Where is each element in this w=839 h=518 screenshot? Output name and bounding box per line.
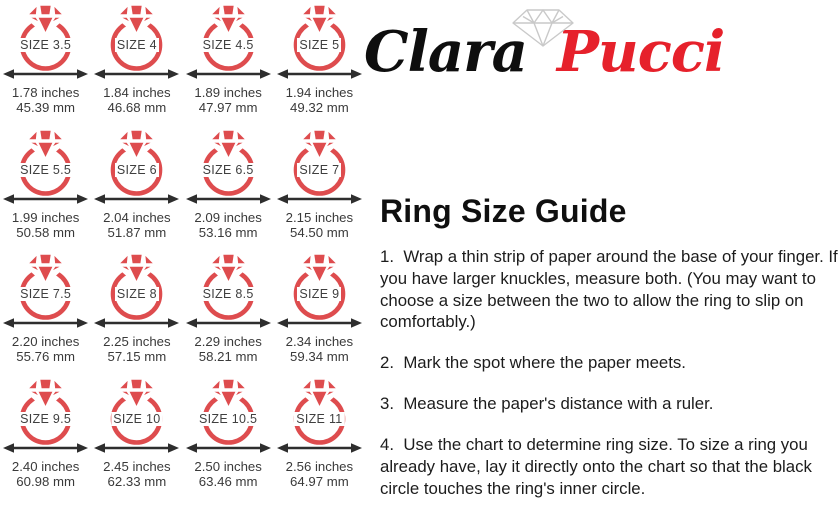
circumference-inches: 2.20 inches	[11, 334, 80, 349]
ring-size-cell	[183, 253, 274, 378]
ring-size-cell	[0, 253, 91, 378]
diamond-gem-icon	[208, 4, 248, 36]
circumference-inches: 2.25 inches	[103, 334, 171, 349]
instruction-item: 4. Use the chart to determine ring size. To size a ring you already have, lay it directly onto the chart so that the black circle touches the ring's inner circle.	[380, 434, 812, 498]
ring-size-label: SIZE 5	[299, 38, 340, 52]
circumference-inches: 1.78 inches	[11, 85, 80, 100]
ring-size-label: SIZE 7.5	[20, 287, 72, 301]
circumference-inches: 2.56 inches	[285, 458, 354, 474]
brand-name-clara: Clara	[364, 19, 527, 85]
circumference-inches: 1.84 inches	[103, 85, 171, 100]
ring-size-label: SIZE 9	[299, 287, 340, 301]
ring-size-cell	[91, 4, 182, 129]
diamond-outline-icon	[512, 8, 574, 48]
ring-size-label: SIZE 8.5	[202, 287, 254, 301]
ring-size-cell	[183, 129, 274, 254]
circumference-mm: 60.98 mm	[16, 473, 75, 489]
ring-size-label: SIZE 4	[116, 38, 157, 52]
circumference-inches: 2.45 inches	[103, 458, 171, 474]
ring-size-label: SIZE 3.5	[20, 38, 72, 52]
ring-size-chart	[0, 4, 366, 502]
ring-size-cell	[91, 378, 182, 503]
ring-measurements	[274, 85, 365, 115]
ring-size-cell	[183, 4, 274, 129]
circumference-inches: 2.50 inches	[194, 458, 262, 474]
ring-size-cell	[91, 253, 182, 378]
circumference-inches: 2.09 inches	[194, 209, 262, 225]
circumference-mm: 55.76 mm	[16, 349, 75, 365]
circumference-inches: 1.89 inches	[194, 85, 262, 100]
ring-size-cell	[274, 378, 365, 503]
circumference-mm: 53.16 mm	[198, 224, 258, 240]
ring-size-label: SIZE 10	[113, 411, 161, 426]
circumference-mm: 63.46 mm	[198, 473, 258, 489]
ring-measurements	[274, 210, 365, 240]
ring-size-label: SIZE 4.5	[202, 38, 254, 52]
ring-size-label: SIZE 8	[116, 287, 157, 301]
page-title: Ring Size Guide	[380, 193, 627, 229]
ring-size-cell	[274, 129, 365, 254]
diamond-gem-icon	[117, 4, 157, 36]
diamond-gem-icon	[117, 378, 157, 410]
circumference-inches: 1.94 inches	[285, 85, 354, 100]
ring-size-cell	[274, 4, 365, 129]
instruction-list	[380, 246, 838, 518]
ring-measurements	[0, 459, 91, 489]
ring-measurements	[91, 85, 182, 115]
circumference-inches: 2.04 inches	[103, 209, 171, 225]
diamond-gem-icon	[26, 253, 66, 285]
ring-measurements	[183, 334, 274, 364]
ring-size-cell	[0, 378, 91, 503]
ring-measurements	[91, 334, 182, 364]
circumference-mm: 62.33 mm	[107, 473, 167, 489]
circumference-mm: 46.68 mm	[107, 100, 167, 116]
ring-measurements	[183, 85, 274, 115]
ring-measurements	[274, 334, 365, 364]
circumference-mm: 58.21 mm	[198, 349, 258, 365]
ring-measurements	[91, 459, 182, 489]
diamond-gem-icon	[299, 129, 339, 161]
circumference-inches: 2.40 inches	[11, 458, 80, 474]
ring-measurements	[91, 210, 182, 240]
circumference-mm: 51.87 mm	[107, 224, 167, 240]
ring-size-label: SIZE 6	[116, 162, 157, 177]
ring-size-label: SIZE 11	[296, 411, 343, 426]
circumference-mm: 45.39 mm	[16, 100, 75, 116]
ring-size-cell	[274, 253, 365, 378]
circumference-mm: 54.50 mm	[290, 224, 349, 240]
circumference-mm: 50.58 mm	[16, 224, 75, 240]
diamond-gem-icon	[299, 253, 339, 285]
circumference-mm: 59.34 mm	[290, 349, 349, 365]
instruction-item: 2. Mark the spot where the paper meets.	[380, 353, 686, 373]
ring-size-label: SIZE 7	[299, 162, 340, 177]
circumference-mm: 57.15 mm	[107, 349, 167, 365]
circumference-inches: 2.34 inches	[285, 334, 354, 349]
ring-size-label: SIZE 6.5	[202, 162, 254, 177]
diamond-gem-icon	[208, 378, 248, 410]
ring-measurements	[0, 334, 91, 364]
diamond-gem-icon	[117, 253, 157, 285]
circumference-inches: 2.29 inches	[194, 334, 262, 349]
ring-size-cell	[183, 378, 274, 503]
circumference-mm: 64.97 mm	[290, 473, 349, 489]
circumference-mm: 47.97 mm	[198, 100, 258, 116]
diamond-gem-icon	[208, 253, 248, 285]
instruction-item: 1. Wrap a thin strip of paper around the base of your finger. If you have larger knuckles, measure both. (You may want to choose a size between the two to allow the ring to slip on comfortably.)	[380, 247, 838, 332]
diamond-gem-icon	[299, 4, 339, 36]
ring-size-label: SIZE 9.5	[20, 411, 72, 426]
ring-measurements	[0, 85, 91, 115]
brand-logo	[364, 19, 834, 120]
instruction-item: 3. Measure the paper's distance with a ruler.	[380, 394, 714, 414]
ring-size-cell	[0, 129, 91, 254]
ring-size-label: SIZE 5.5	[20, 162, 72, 177]
ring-size-cell	[0, 4, 91, 129]
diamond-gem-icon	[26, 129, 66, 161]
ring-size-label: SIZE 10.5	[198, 411, 258, 426]
ring-size-cell	[91, 129, 182, 254]
diamond-gem-icon	[117, 129, 157, 161]
circumference-inches: 1.99 inches	[11, 209, 80, 225]
circumference-mm: 49.32 mm	[290, 100, 349, 116]
diamond-gem-icon	[208, 129, 248, 161]
circumference-inches: 2.15 inches	[285, 209, 354, 225]
ring-measurements	[183, 210, 274, 240]
ring-measurements	[183, 459, 274, 489]
ring-measurements	[274, 459, 365, 489]
brand-name-pucci: Pucci	[556, 19, 725, 85]
diamond-gem-icon	[26, 378, 66, 410]
diamond-gem-icon	[26, 4, 66, 36]
diamond-gem-icon	[299, 378, 339, 410]
ring-measurements	[0, 210, 91, 240]
